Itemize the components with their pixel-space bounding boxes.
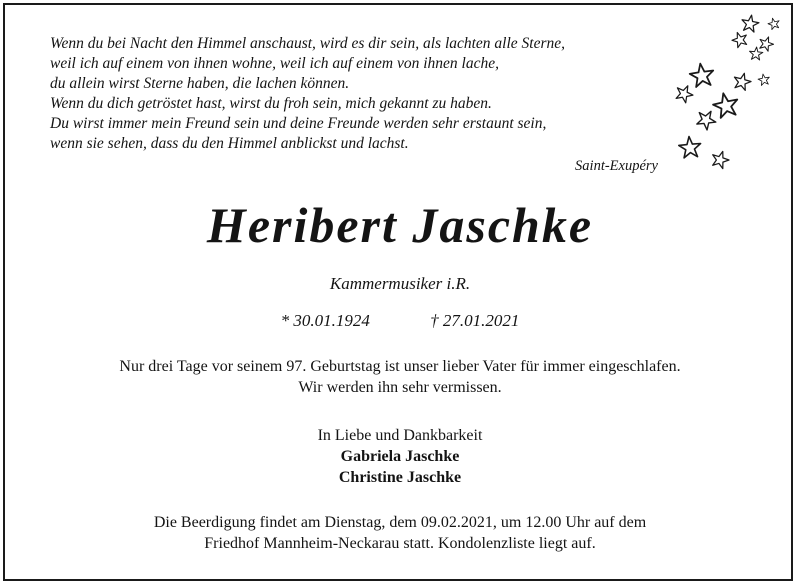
funeral-line: Die Beerdigung findet am Dienstag, dem 09.02.2021, um 12.00 Uhr auf dem bbox=[153, 514, 647, 531]
poem-line: weil ich auf einem von ihnen wohne, weil ich auf einem von ihnen lache, bbox=[50, 55, 499, 72]
poem-line: Wenn du bei Nacht den Himmel anschaust, wird es dir sein, als lachten alle Sterne, bbox=[50, 35, 566, 52]
star-icon bbox=[757, 73, 770, 86]
deceased-title: Kammermusiker i.R. bbox=[329, 274, 471, 293]
star-icon bbox=[732, 71, 753, 91]
star-icon bbox=[694, 107, 720, 132]
birth-date: * 30.01.1924 bbox=[280, 311, 370, 330]
star-icon bbox=[767, 17, 781, 30]
family-member: Christine Jaschke bbox=[338, 469, 462, 486]
poem-line: Wenn du dich getröstet hast, wirst du froh sein, mich gekannt zu haben. bbox=[50, 95, 492, 112]
poem-line: Du wirst immer mein Freund sein und deine Freunde werden sehr erstaunt sein, bbox=[50, 115, 547, 132]
star-icon bbox=[730, 30, 749, 49]
funeral-info bbox=[0, 512, 800, 554]
star-icon bbox=[757, 35, 775, 53]
life-dates bbox=[0, 311, 800, 331]
poem-author: Saint-Exupéry bbox=[575, 158, 658, 174]
star-icon bbox=[749, 46, 763, 60]
family-member: Gabriela Jaschke bbox=[340, 448, 460, 465]
poem-line: du allein wirst Sterne haben, die lachen können. bbox=[50, 75, 350, 92]
stars-icon bbox=[672, 10, 787, 175]
message-line: Nur drei Tage vor seinem 97. Geburtstag ist unser lieber Vater für immer eingeschlafen. bbox=[119, 358, 681, 375]
farewell-message bbox=[0, 356, 800, 398]
star-icon bbox=[740, 14, 760, 33]
deceased-name: Heribert Jaschke bbox=[206, 197, 594, 253]
message-line: Wir werden ihn sehr vermissen. bbox=[298, 379, 502, 396]
poem-line: wenn sie sehen, dass du den Himmel anblickst und lachst. bbox=[50, 135, 409, 152]
poem-quote bbox=[50, 34, 690, 154]
death-date: † 27.01.2021 bbox=[430, 311, 520, 330]
family-intro: In Liebe und Dankbarkeit bbox=[317, 427, 483, 444]
star-icon bbox=[678, 136, 702, 159]
family-signature bbox=[0, 425, 800, 488]
funeral-line: Friedhof Mannheim-Neckarau statt. Kondolenzliste liegt auf. bbox=[204, 535, 596, 552]
star-icon bbox=[710, 149, 731, 170]
star-icon bbox=[688, 62, 715, 88]
star-icon bbox=[673, 82, 695, 104]
star-icon bbox=[711, 91, 740, 119]
